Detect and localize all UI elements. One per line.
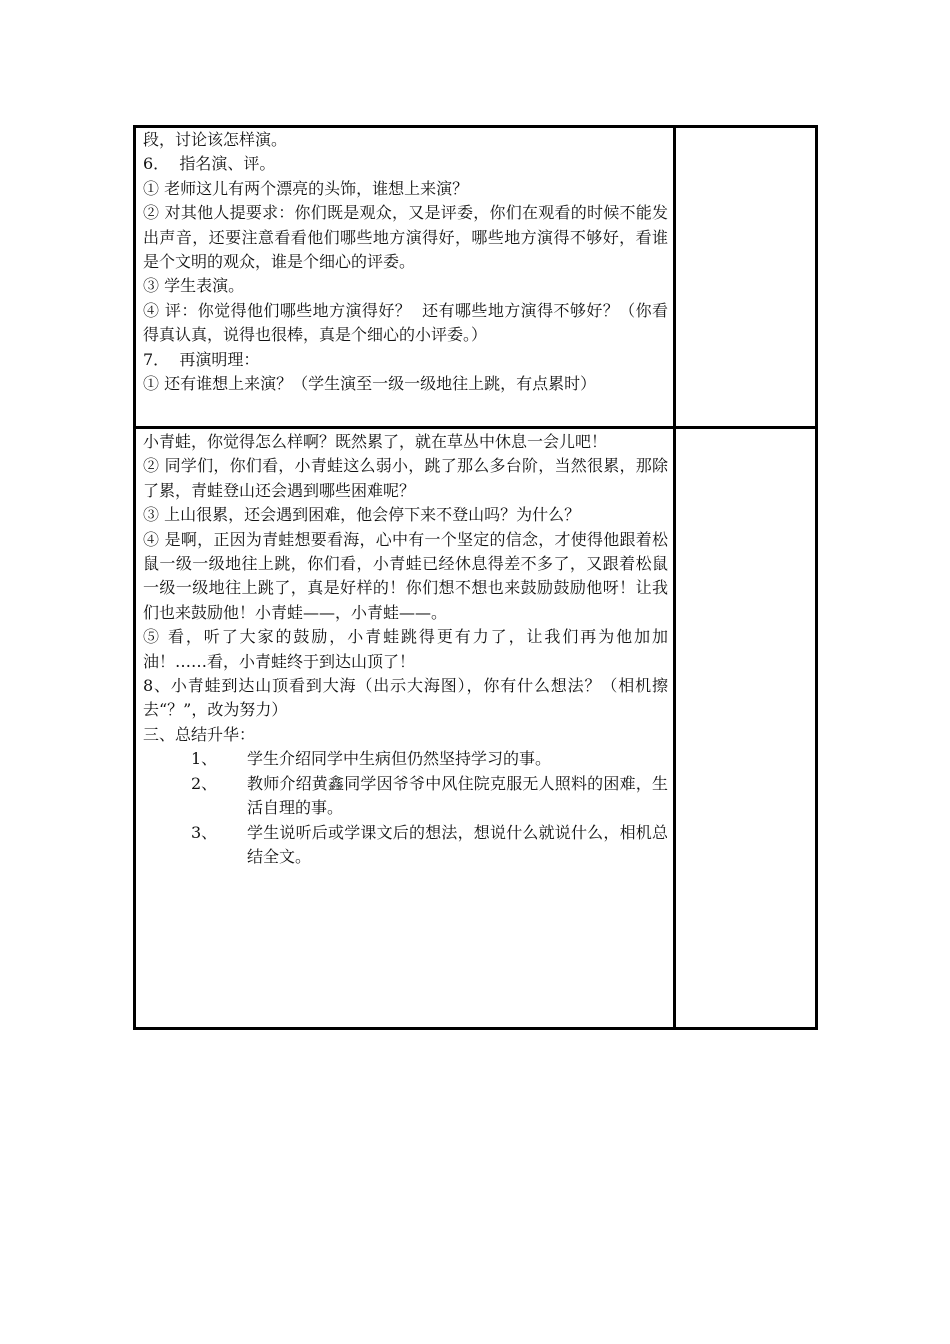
lesson-plan-table (133, 125, 818, 1030)
item-text: 教师介绍黄鑫同学因爷爷中风住院克服无人照料的困难，生活自理的事。 (247, 773, 668, 818)
paragraph: ① 还有谁想上来演？（学生演至一级一级地往上跳，有点累时） (143, 374, 597, 394)
item-number: 2、 (191, 773, 218, 793)
item-number: 1、 (191, 749, 218, 769)
paragraph: 6． 指名演、评。 (143, 154, 276, 174)
paragraph: 7． 再演明理： (143, 349, 260, 369)
summary-item (143, 821, 668, 870)
paragraph: ② 同学们，你们看，小青蛙这么弱小，跳了那么多台阶，当然很累，那除了累，青蛙登山还会遇到哪些困难呢？ (143, 456, 668, 500)
item-text: 学生介绍同学中生病但仍然坚持学习的事。 (247, 749, 552, 769)
paragraph: ④ 是啊，正因为青蛙想要看海，心中有一个坚定的信念，才使得他跟着松鼠一级一级地往上跳，你们看，小青蛙已经休息得差不多了，又跟着松鼠一级一级地往上跳了，真是好样的！你们想不想也来鼓励鼓励他呀！让我们也来鼓励他！小青蛙——，小青蛙——。 (143, 529, 668, 622)
paragraph: ⑤ 看，听了大家的鼓励，小青蛙跳得更有力了，让我们再为他加加油！……看，小青蛙终于到达山顶了！ (143, 627, 668, 671)
column-divider (673, 125, 676, 1030)
summary-item (143, 772, 668, 821)
paragraph: 8、小青蛙到达山顶看到大海（出示大海图），你有什么想法？（相机擦去“？”，改为努力） (143, 676, 668, 720)
item-text: 学生说听后或学课文后的想法，想说什么就说什么，相机总结全文。 (247, 822, 668, 866)
row-divider (133, 426, 818, 429)
table-cell-row1 (143, 128, 668, 396)
paragraph: ③ 学生表演。 (143, 276, 245, 296)
summary-item (143, 747, 668, 771)
paragraph: ④ 评：你觉得他们哪些地方演得好？ 还有哪些地方演得不够好？（你看得真认真，说得也很棒，真是个细心的小评委。） (143, 300, 668, 345)
item-number: 3、 (191, 822, 218, 842)
section-heading: 三、总结升华： (143, 724, 256, 744)
paragraph: 小青蛙，你觉得怎么样啊？既然累了，就在草丛中休息一会儿吧！ (143, 432, 608, 451)
paragraph: ③ 上山很累，还会遇到困难，他会停下来不登山吗？为什么？ (143, 505, 581, 525)
paragraph: ① 老师这儿有两个漂亮的头饰，谁想上来演？ (143, 178, 469, 198)
paragraph: ② 对其他人提要求：你们既是观众，又是评委，你们在观看的时候不能发出声音，还要注意看看他们哪些地方演得好，哪些地方演得不够好，看谁是个文明的观众，谁是个细心的评委。 (143, 203, 668, 272)
table-cell-row2 (143, 430, 668, 869)
paragraph: 段，讨论该怎样演。 (143, 130, 288, 149)
